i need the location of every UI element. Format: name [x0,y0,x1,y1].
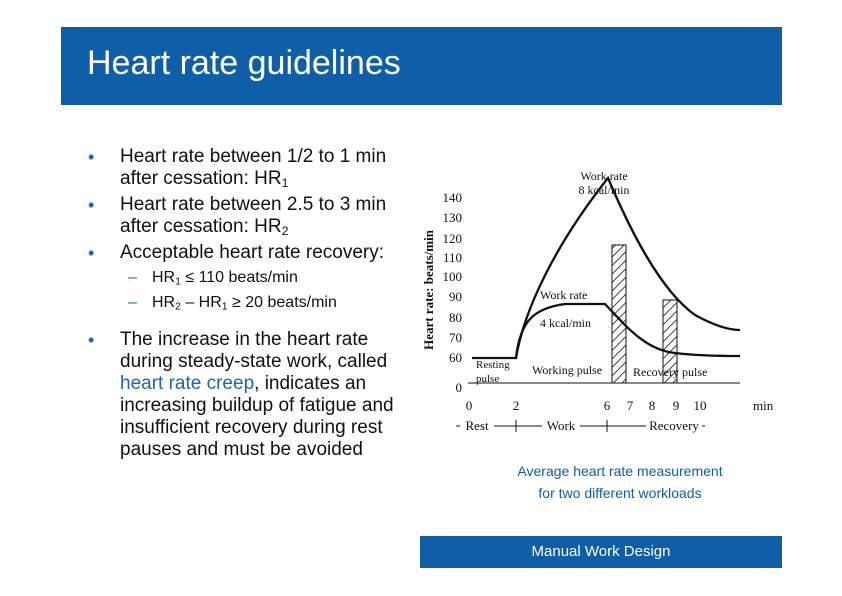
bullet-icon: • [88,330,95,351]
dash-icon: – [128,293,137,311]
y-tick: 70 [449,330,462,345]
x-tick: 2 [512,398,520,413]
x-tick: 0 [465,398,473,413]
bullet-text: Acceptable heart rate recovery: [120,242,385,264]
sub-bullet-item [88,293,408,318]
y-tick: 90 [449,289,462,304]
phase-recovery: Recovery [649,418,699,433]
resting-pulse-label: Resting [476,359,510,371]
phase-work: Work [546,418,576,433]
bullet-text: The increase in the heart rate during steady-state work, called heart rate creep, indicates an increasing buildup of fatigue and insufficient recovery during rest pauses and must be avoided [120,329,394,461]
sub-bullet-item [88,268,408,293]
work-rate-4-value: 4 kcal/min [540,316,591,330]
x-unit-label: min [753,398,774,413]
y-tick: 100 [442,269,462,284]
caption-line-1: Average heart rate measurement [517,463,723,479]
footer-bar [420,536,782,568]
resting-pulse-label-2: pulse [476,373,500,385]
sub-bullet-text: $HR_1 \le 110$ beats/min [152,269,298,288]
heart-rate-diagram [420,160,780,440]
bullet-list [88,146,408,461]
y-tick: 80 [449,310,462,325]
y-tick: 110 [442,250,462,265]
bullet-icon: • [88,147,95,167]
y-tick: 60 [449,350,462,365]
x-tick: 8 [648,398,656,413]
bullet-item [88,242,408,264]
bullet-text: Heart rate between 1/2 to 1 min after cessation: $HR_1$ [120,146,387,191]
bullet-icon: • [88,195,95,216]
x-tick: 6 [603,398,611,413]
x-tick: 7 [626,398,634,413]
bullet-icon: • [88,243,95,264]
x-tick: 10 [693,398,707,413]
page-title: Heart rate guidelines [87,44,401,82]
y-tick: 120 [442,231,462,246]
work-rate-4-label: Work rate [540,288,588,302]
bullet-text: Heart rate between 2.5 to 3 min after cessation: $HR_2$ [120,194,387,239]
working-pulse-label: Working pulse [532,363,603,377]
recovery-pulse-label: Recovery pulse [633,365,708,379]
y-tick: 0 [455,380,462,395]
figure-caption [480,460,760,504]
y-axis-label: Heart rate: beats/min [421,230,436,350]
y-tick: 130 [442,210,462,225]
bullet-item [88,194,408,242]
sub-bullet-text: $HR_2 - HR_1 \ge 20$ beats/min [152,293,337,313]
curve-4kcal [516,304,740,358]
x-tick: 9 [672,398,680,413]
footer-title: Manual Work Design [531,543,671,560]
curve-8kcal [472,178,740,358]
phase-rest: Rest [465,418,489,433]
bullet-item [88,329,408,461]
heart-rate-creep-term: heart rate creep [120,373,255,395]
y-tick: 140 [442,190,462,205]
work-rate-8-value: 8 kcal/min [578,183,630,197]
caption-line-2: for two different workloads [538,485,702,501]
title-bar [61,27,782,105]
heart-rate-figure [420,160,780,440]
dash-icon: – [128,269,137,287]
bullet-item [88,146,408,194]
work-rate-8-label: Work rate [580,169,628,183]
